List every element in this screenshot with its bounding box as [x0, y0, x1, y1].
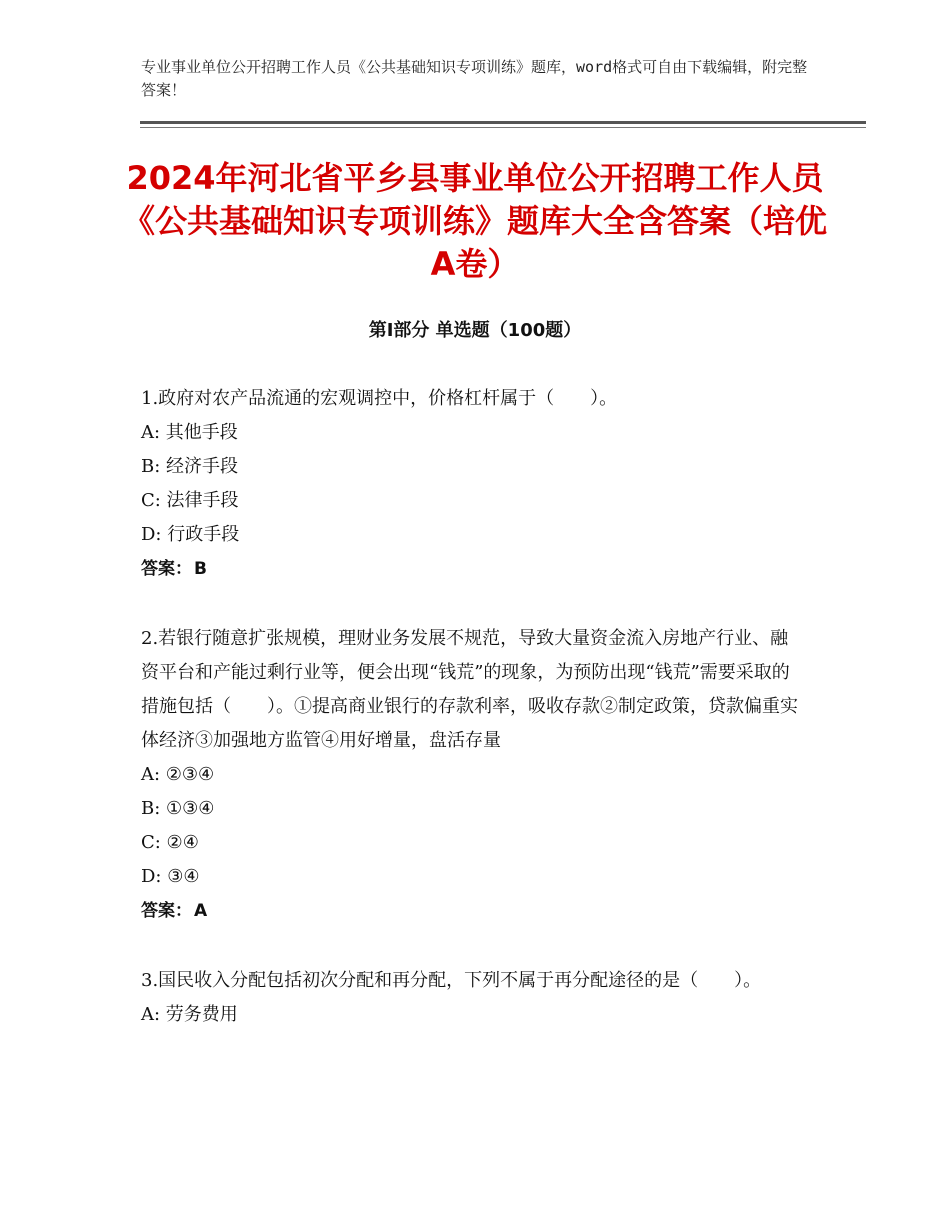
- document-title: 2024年河北省平乡县事业单位公开招聘工作人员《公共基础知识专项训练》题库大全含答案（培优A卷）: [122, 159, 827, 283]
- question-2: [141, 622, 801, 928]
- option-c: C: 法律手段: [141, 490, 239, 511]
- answer-label: 答案：: [141, 559, 192, 579]
- option-b: B: 经济手段: [141, 456, 239, 477]
- question-1: [141, 382, 801, 586]
- answer-label: 答案：: [141, 901, 192, 921]
- question-stem: 2.若银行随意扩张规模，理财业务发展不规范，导致大量资金流入房地产行业、融资平台和产能过剩行业等，便会出现“钱荒”的现象，为预防出现“钱荒”需要采取的措施包括（ ）。①提高商业银行的存款利率，吸收存款②制定政策，贷款偏重实体经济③加强地方监管④用好增量，盘活存量: [141, 628, 798, 751]
- option-d: D: 行政手段: [141, 524, 240, 545]
- option-d: D: ③④: [141, 866, 200, 887]
- answer-value: A: [194, 901, 208, 921]
- header-divider-thick: [140, 121, 866, 124]
- question-stem: 1.政府对农产品流通的宏观调控中，价格杠杆属于（ ）。: [141, 388, 618, 409]
- header-note: 专业事业单位公开招聘工作人员《公共基础知识专项训练》题库，word格式可自由下载编辑，附完整答案！: [141, 58, 808, 99]
- question-list: [141, 382, 801, 1068]
- answer-value: B: [194, 559, 207, 579]
- option-a: A: ②③④: [141, 764, 215, 785]
- section-title: 第Ⅰ部分 单选题（100题）: [368, 320, 582, 341]
- option-a: A: 劳务费用: [141, 1004, 238, 1025]
- option-a: A: 其他手段: [141, 422, 238, 443]
- answer-line: [141, 552, 801, 586]
- answer-line: [141, 894, 801, 928]
- header-divider-thin: [140, 127, 866, 128]
- option-b: B: ①③④: [141, 798, 215, 819]
- question-3: [141, 964, 801, 1032]
- option-c: C: ②④: [141, 832, 199, 853]
- question-stem: 3.国民收入分配包括初次分配和再分配，下列不属于再分配途径的是（ ）。: [141, 970, 762, 991]
